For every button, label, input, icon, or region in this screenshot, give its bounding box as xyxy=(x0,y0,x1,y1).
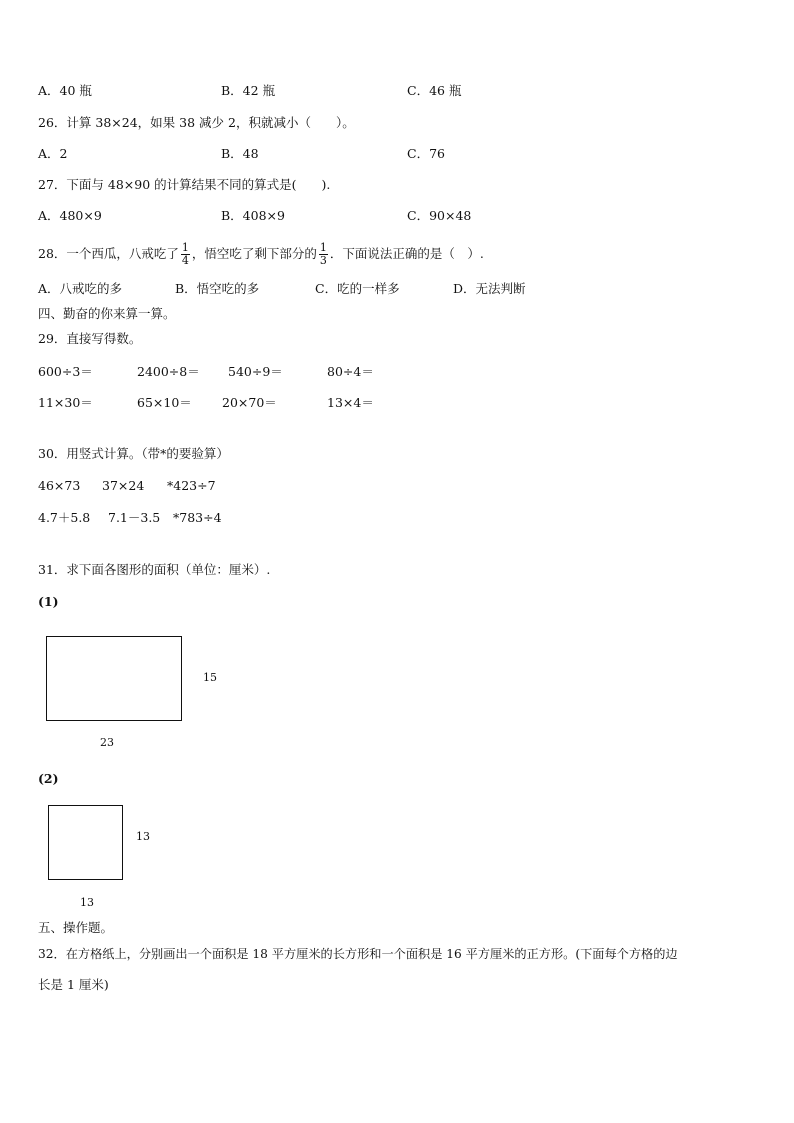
q31-stem: 31．求下面各图形的面积（单位：厘米）. xyxy=(38,562,271,577)
q28-stem xyxy=(38,236,484,272)
q26-stem: 26．计算 38×24，如果 38 减少 2，积就减小（ ）。 xyxy=(38,115,355,130)
square-figure xyxy=(48,805,123,880)
q25-option-c: C．46 瓶 xyxy=(407,83,462,98)
rectangle-figure xyxy=(46,636,182,721)
q26-option-a: A．2 xyxy=(38,146,68,161)
q26-option-b: B．48 xyxy=(221,146,259,161)
q28-option-a: A．八戒吃的多 xyxy=(38,281,123,296)
q31-part2-label: (2) xyxy=(38,771,59,786)
square-height-label: 13 xyxy=(136,830,150,843)
q29-item: 13×4＝ xyxy=(327,395,374,410)
q30-item: *783÷4 xyxy=(173,510,222,525)
q28-option-b: B．悟空吃的多 xyxy=(175,281,260,296)
q29-item: 600÷3＝ xyxy=(38,364,93,379)
q27-option-a: A．480×9 xyxy=(38,208,102,223)
q29-item: 2400÷8＝ xyxy=(137,364,200,379)
q31-part1-label: (1) xyxy=(38,594,59,609)
q28-option-c: C．吃的一样多 xyxy=(315,281,400,296)
q27-stem: 27．下面与 48×90 的计算结果不同的算式是( ). xyxy=(38,177,331,192)
fraction-numerator: 1 xyxy=(181,241,189,254)
q28-stem-part2: ，悟空吃了剩下部分的 xyxy=(191,246,317,261)
q29-item: 80÷4＝ xyxy=(327,364,374,379)
q27-option-c: C．90×48 xyxy=(407,208,472,223)
q30-item: 37×24 xyxy=(102,478,145,493)
q29-item: 20×70＝ xyxy=(222,395,277,410)
section-five-heading: 五、操作题。 xyxy=(38,920,114,935)
q29-stem: 29．直接写得数。 xyxy=(38,331,142,346)
q30-item: 7.1－3.5 xyxy=(108,510,161,525)
q30-item: 46×73 xyxy=(38,478,81,493)
q32-stem-line2: 长是 1 厘米) xyxy=(38,977,109,992)
fraction-numerator: 1 xyxy=(319,241,327,254)
q28-stem-part1: 28．一个西瓜，八戒吃了 xyxy=(38,246,179,261)
q28-stem-part3: ．下面说法正确的是（ ）. xyxy=(329,246,484,261)
fraction-one-quarter xyxy=(181,242,190,267)
q27-option-b: B．408×9 xyxy=(221,208,285,223)
rectangle-height-label: 15 xyxy=(203,671,217,684)
q30-stem: 30．用竖式计算。（带*的要验算） xyxy=(38,446,229,461)
fraction-denominator: 4 xyxy=(181,254,189,267)
q30-item: *423÷7 xyxy=(167,478,216,493)
section-four-heading: 四、勤奋的你来算一算。 xyxy=(38,306,176,321)
q30-item: 4.7＋5.8 xyxy=(38,510,91,525)
square-width-label: 13 xyxy=(80,896,94,909)
q29-item: 540÷9＝ xyxy=(228,364,283,379)
q25-option-b: B．42 瓶 xyxy=(221,83,276,98)
q29-item: 11×30＝ xyxy=(38,395,93,410)
q28-option-d: D．无法判断 xyxy=(453,281,526,296)
q25-option-a: A．40 瓶 xyxy=(38,83,92,98)
rectangle-width-label: 23 xyxy=(100,736,114,749)
q26-option-c: C．76 xyxy=(407,146,445,161)
q32-stem-line1: 32．在方格纸上，分别画出一个面积是 18 平方厘米的长方形和一个面积是 16 平方厘米的正方形。(下面每个方格的边 xyxy=(38,947,678,961)
fraction-denominator: 3 xyxy=(319,254,327,267)
fraction-one-third xyxy=(319,242,328,267)
q29-item: 65×10＝ xyxy=(137,395,192,410)
